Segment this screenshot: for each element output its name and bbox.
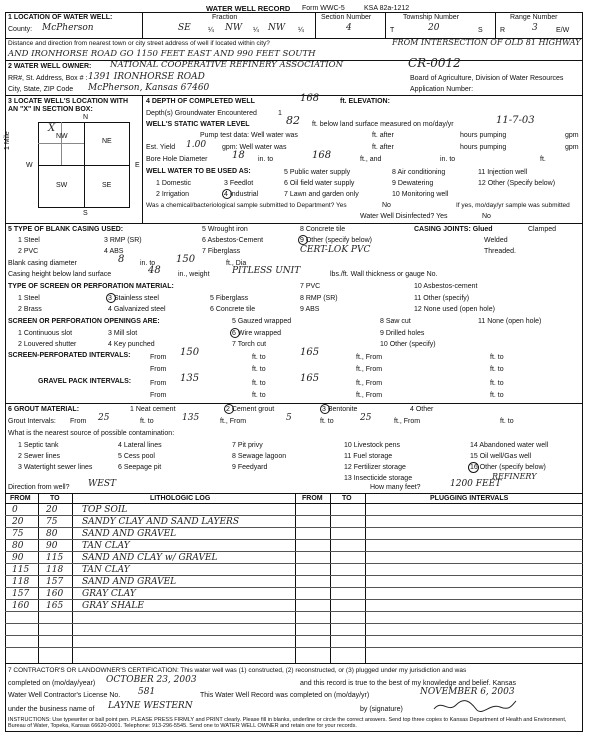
- source-6[interactable]: 6 Seepage pit: [118, 464, 162, 471]
- divider: [315, 12, 316, 38]
- elevation-label: ft. ELEVATION:: [340, 98, 390, 105]
- table-row-desc: SAND AND GRAVEL: [82, 529, 177, 539]
- nw-label: NW: [56, 133, 68, 140]
- joints-clamped[interactable]: Clamped: [528, 226, 557, 233]
- screen-12[interactable]: 12 None used (open hole): [414, 306, 495, 313]
- grout-1[interactable]: 1 Neat cement: [130, 406, 176, 413]
- mile-label: 1 Mile: [4, 131, 11, 150]
- row-line: [5, 563, 583, 564]
- depth-label: 4 DEPTH OF COMPLETED WELL: [146, 98, 255, 105]
- quarter-line: [38, 143, 84, 144]
- form-number: Form WWC-5: [302, 5, 345, 12]
- divider: [5, 223, 583, 224]
- casing-other-value[interactable]: CERT-LOK PVC: [300, 245, 371, 255]
- direction-label: Direction from well?: [8, 484, 70, 491]
- signature: [430, 697, 520, 715]
- use-6[interactable]: 6 Oil field water supply: [284, 180, 355, 187]
- blank-to: in. to: [140, 260, 156, 267]
- source-12[interactable]: 12 Fertilizer storage: [344, 464, 406, 471]
- se-label: SE: [102, 182, 112, 189]
- gpm-label: gpm: [565, 132, 579, 139]
- grout-3[interactable]: 3 Bentonite: [322, 406, 358, 413]
- owner-value[interactable]: NATIONAL COOPERATIVE REFINERY ASSOCIATION: [110, 60, 344, 70]
- form-title: WATER WELL RECORD: [206, 4, 291, 13]
- gp-to-label-3: ft. to: [252, 392, 266, 399]
- business-value[interactable]: LAYNE WESTERN: [108, 701, 193, 711]
- use-11[interactable]: 11 Injection well: [478, 169, 528, 176]
- casing-9[interactable]: 9 Other (specify below): [300, 237, 372, 244]
- source-other-value[interactable]: REFINERY: [492, 472, 537, 481]
- sp-from-label-2: From: [150, 366, 167, 373]
- west-label: W: [26, 162, 33, 169]
- source-2[interactable]: 2 Sewer lines: [18, 453, 61, 460]
- screen-3-circle: [106, 293, 116, 303]
- static-label: WELL'S STATIC WATER LEVEL: [146, 121, 250, 128]
- divider: [142, 12, 143, 38]
- divider: [5, 403, 583, 404]
- screen-label: TYPE OF SCREEN OR PERFORATION MATERIAL:: [8, 283, 174, 290]
- row-line: [5, 527, 583, 528]
- hours-label-2: hours pumping: [460, 144, 507, 151]
- gp-to-label-2: ft. to: [490, 380, 504, 387]
- casing-6[interactable]: 6 Asbestos-Cement: [202, 237, 264, 244]
- weight-label: in., weight: [178, 271, 210, 278]
- source-11[interactable]: 11 Fuel storage: [344, 453, 393, 460]
- use-1[interactable]: 1 Domestic: [156, 180, 192, 187]
- use-4[interactable]: 4 Industrial: [224, 191, 259, 198]
- table-row-from: 80: [12, 541, 24, 551]
- well-location-mark: X: [48, 123, 56, 134]
- grout-3-circle: [320, 404, 330, 414]
- screen-3[interactable]: 3 Stainless steel: [108, 295, 159, 302]
- section-3-label: 3 LOCATE WELL'S LOCATION WITH: [8, 98, 129, 105]
- board-label: Board of Agriculture, Division of Water Resources: [410, 75, 564, 82]
- table-row-desc: GRAY CLAY: [82, 589, 136, 599]
- howmany-value[interactable]: 1200 FEET: [450, 479, 502, 489]
- address-value[interactable]: 1391 IRONHORSE ROAD: [88, 72, 205, 82]
- true-text: and this record is true to the best of my knowledge and belief. Kansas: [300, 680, 516, 687]
- opening-5[interactable]: 5 Gauzed wrapped: [232, 318, 292, 325]
- joints-welded[interactable]: Welded: [484, 237, 508, 244]
- grout-intervals-label: Grout Intervals:: [8, 418, 56, 425]
- use-label: WELL WATER TO BE USED AS:: [146, 168, 251, 175]
- source-15[interactable]: 15 Oil well/Gas well: [470, 453, 532, 460]
- certification-line-1: 7 CONTRACTOR'S OR LANDOWNER'S CERTIFICATION: This water well was (1) constructed, (2) reconstructed, or (3) plugged under my jurisdiction and was: [8, 667, 467, 674]
- divider: [495, 12, 496, 38]
- height-label: Casing height below land surface: [8, 271, 112, 278]
- row-line: [5, 575, 583, 576]
- completed-label: completed on (mo/day/year): [8, 680, 96, 687]
- col-divider: [38, 493, 39, 663]
- table-row-from: 20: [12, 517, 24, 527]
- row-line: [5, 587, 583, 588]
- township-value[interactable]: 20: [428, 23, 440, 33]
- col-divider: [365, 493, 366, 663]
- divider: [5, 493, 583, 494]
- opening-9[interactable]: 9 Drilled holes: [380, 330, 425, 337]
- ne-label: NE: [102, 138, 112, 145]
- opening-8[interactable]: 8 Saw cut: [380, 318, 411, 325]
- gi2-to[interactable]: 25: [360, 413, 372, 423]
- casing-8[interactable]: 8 Concrete tile: [300, 226, 346, 233]
- gi-from-label: From: [70, 418, 87, 425]
- grout-4[interactable]: 4 Other: [410, 406, 434, 413]
- section-number-label: Section Number: [321, 14, 372, 21]
- bore-to: in. to: [258, 156, 274, 163]
- fraction-2[interactable]: NW: [225, 23, 243, 33]
- col-divider: [72, 493, 73, 663]
- log-header-plugging: PLUGGING INTERVALS: [430, 495, 509, 502]
- opening-6[interactable]: 6 Wire wrapped: [232, 330, 282, 337]
- blank-diameter-label: Blank casing diameter: [8, 260, 77, 267]
- col-divider: [330, 493, 331, 663]
- screen-9[interactable]: 9 ABS: [300, 306, 320, 313]
- casing-7[interactable]: 7 Fiberglass: [202, 248, 241, 255]
- source-16-circle: [468, 462, 479, 473]
- quarter-3: ¼: [298, 27, 304, 34]
- range-value[interactable]: 3: [532, 23, 538, 33]
- screen-6[interactable]: 6 Concrete tile: [210, 306, 256, 313]
- gp-ft-from: ft., From: [356, 380, 383, 387]
- screen-2[interactable]: 2 Brass: [18, 306, 42, 313]
- owner-id[interactable]: CR-0012: [408, 56, 461, 70]
- sp-ft-from: ft., From: [356, 354, 383, 361]
- casing-5[interactable]: 5 Wrought iron: [202, 226, 248, 233]
- sp-ft-from-2: ft., From: [356, 366, 383, 373]
- opening-11[interactable]: 11 None (open hole): [478, 318, 542, 325]
- township-label: Township Number: [403, 14, 460, 21]
- distance-line-1[interactable]: FROM INTERSECTION OF OLD 81 HIGHWAY: [392, 38, 581, 47]
- table-row-desc: SANDY CLAY AND SAND LAYERS: [82, 517, 239, 527]
- sp-to-label-2: ft. to: [490, 354, 504, 361]
- source-10[interactable]: 10 Livestock pens: [344, 442, 401, 449]
- log-header-from-2: FROM: [302, 495, 323, 502]
- bore-ft-end: ft.: [540, 156, 546, 163]
- screen-5[interactable]: 5 Fiberglass: [210, 295, 249, 302]
- table-row-to: 75: [46, 517, 58, 527]
- height-value[interactable]: 48: [148, 265, 161, 276]
- screen-8[interactable]: 8 RMP (SR): [300, 295, 338, 302]
- yield-label: Est. Yield: [146, 144, 176, 151]
- gi-to-label-2: ft. to: [320, 418, 334, 425]
- row-line: [5, 623, 583, 624]
- sp-to-label: ft. to: [252, 354, 266, 361]
- table-row-to: 157: [46, 577, 64, 587]
- gp-ft-from-2: ft., From: [356, 392, 383, 399]
- screen-10[interactable]: 10 Asbestos-cement: [414, 283, 478, 290]
- table-row-desc: TOP SOIL: [82, 505, 128, 515]
- use-9[interactable]: 9 Dewatering: [392, 180, 434, 187]
- table-row-to: 118: [46, 565, 64, 575]
- row-line: [5, 635, 583, 636]
- divider: [385, 12, 386, 38]
- source-14[interactable]: 14 Abandoned water well: [470, 442, 549, 449]
- opening-6-circle: [230, 328, 240, 338]
- range-label: Range Number: [510, 14, 558, 21]
- source-3[interactable]: 3 Watertight sewer lines: [18, 464, 93, 471]
- city-value[interactable]: McPherson, Kansas 67460: [88, 83, 210, 93]
- blank-ft-dia: ft., Dia: [226, 260, 247, 267]
- casing-9-circle: [298, 235, 308, 245]
- sp-to-label-3: ft. to: [252, 366, 266, 373]
- gp-to-label: ft. to: [252, 380, 266, 387]
- table-row-from: 115: [12, 565, 30, 575]
- sp-to[interactable]: 165: [300, 347, 320, 358]
- section-3-label-2: AN "X" IN SECTION BOX:: [8, 106, 93, 113]
- gp-from[interactable]: 135: [180, 373, 200, 384]
- source-5[interactable]: 5 Cess pool: [118, 453, 155, 460]
- section-6-label: 6 GROUT MATERIAL:: [8, 406, 80, 413]
- groundwater-label: Depth(s) Groundwater Encountered: [146, 110, 257, 117]
- divider: [5, 663, 583, 664]
- gi-to-label-3: ft. to: [500, 418, 514, 425]
- fraction-1[interactable]: SE: [178, 23, 191, 33]
- table-row-from: 118: [12, 577, 30, 587]
- yield-value[interactable]: 1.00: [186, 140, 207, 150]
- table-row-to: 115: [46, 553, 64, 563]
- quarter-2: ¼: [253, 27, 259, 34]
- gi1-to[interactable]: 135: [182, 413, 200, 423]
- source-8[interactable]: 8 Sewage lagoon: [232, 453, 287, 460]
- section-box-hline: [38, 165, 130, 166]
- after-label-2: ft. after: [372, 144, 394, 151]
- table-row-desc: SAND AND CLAY w/ GRAVEL: [82, 553, 218, 563]
- table-row-from: 90: [12, 553, 24, 563]
- source-4[interactable]: 4 Lateral lines: [118, 442, 162, 449]
- gp-to-label-4: ft. to: [490, 392, 504, 399]
- section-2-label: 2 WATER WELL OWNER:: [8, 63, 92, 70]
- depth-value[interactable]: 168: [300, 93, 320, 104]
- table-row-to: 165: [46, 601, 64, 611]
- city-label: City, State, ZIP Code: [8, 86, 74, 93]
- divider: [5, 503, 583, 504]
- record-date[interactable]: NOVEMBER 6, 2003: [420, 687, 515, 697]
- use-5[interactable]: 5 Public water supply: [284, 169, 351, 176]
- source-16[interactable]: 16 Other (specify below): [470, 464, 546, 471]
- table-row-to: 160: [46, 589, 64, 599]
- yield-unit: gpm: Well water was: [222, 144, 287, 151]
- howmany-label: How many feet?: [370, 484, 421, 491]
- sp-to-label-4: ft. to: [490, 366, 504, 373]
- pump-label: Pump test data: Well water was: [200, 132, 298, 139]
- bore-depth[interactable]: 168: [312, 150, 332, 161]
- source-1[interactable]: 1 Septic tank: [18, 442, 59, 449]
- gp-to[interactable]: 165: [300, 373, 320, 384]
- col-divider: [295, 493, 296, 663]
- table-row-to: 90: [46, 541, 58, 551]
- opening-10[interactable]: 10 Other (specify): [380, 341, 436, 348]
- table-row-from: 157: [12, 589, 30, 599]
- table-row-from: 0: [12, 505, 18, 515]
- direction-value[interactable]: WEST: [88, 479, 116, 489]
- row-line: [5, 647, 583, 648]
- use-12[interactable]: 12 Other (Specify below): [478, 180, 556, 187]
- gp-from-label-2: From: [150, 392, 167, 399]
- opening-3[interactable]: 3 Mill slot: [108, 330, 138, 337]
- sp-from[interactable]: 150: [180, 347, 200, 358]
- source-7[interactable]: 7 Pit privy: [232, 442, 263, 449]
- static-date[interactable]: 11-7-03: [496, 115, 535, 126]
- after-label: ft. after: [372, 132, 394, 139]
- casing-4[interactable]: 4 ABS: [104, 248, 124, 255]
- log-header-lithologic: LITHOLOGIC LOG: [150, 495, 211, 502]
- row-line: [5, 599, 583, 600]
- screen-4[interactable]: 4 Galvanized steel: [108, 306, 166, 313]
- weight-value[interactable]: PITLESS UNIT: [232, 266, 301, 276]
- use-7[interactable]: 7 Lawn and garden only: [284, 191, 359, 198]
- license-label: Water Well Contractor's License No.: [8, 692, 121, 699]
- hours-label: hours pumping: [460, 132, 507, 139]
- table-row-desc: GRAY SHALE: [82, 601, 144, 611]
- row-line: [5, 539, 583, 540]
- fraction-label: Fraction: [212, 14, 238, 21]
- opening-7[interactable]: 7 Torch cut: [232, 341, 267, 348]
- gi-to-label: ft. to: [140, 418, 154, 425]
- ksa-number: KSA 82a-1212: [364, 5, 410, 12]
- divider: [142, 95, 143, 223]
- source-13[interactable]: 13 Insecticide storage: [344, 475, 413, 482]
- gi-ft-from-2: ft., From: [394, 418, 421, 425]
- table-row-desc: TAN CLAY: [82, 541, 130, 551]
- use-8[interactable]: 8 Air conditioning: [392, 169, 446, 176]
- range-ew: E/W: [556, 27, 570, 34]
- disinfected-label: Water Well Disinfected? Yes: [360, 213, 448, 220]
- east-label: E: [135, 162, 140, 169]
- sample-label: Was a chemical/bacteriological sample submitted to Department? Yes: [146, 202, 347, 209]
- gi-ft-from: ft., From: [220, 418, 247, 425]
- joints-label: CASING JOINTS: Glued: [414, 226, 493, 233]
- screen-11[interactable]: 11 Other (specify): [414, 295, 470, 302]
- use-10[interactable]: 10 Monitoring well: [392, 191, 449, 198]
- application-label: Application Number:: [410, 86, 474, 93]
- table-row-to: 80: [46, 529, 58, 539]
- table-row-from: 75: [12, 529, 24, 539]
- gpm-label-2: gpm: [565, 144, 579, 151]
- north-label: N: [83, 114, 89, 121]
- license-value[interactable]: 581: [138, 687, 156, 697]
- quarter-1: ¼: [208, 27, 214, 34]
- grout-2[interactable]: 2 Cement grout: [226, 406, 275, 413]
- use-2[interactable]: 2 Irrigation: [156, 191, 190, 198]
- screen-intervals-label: SCREEN-PERFORATED INTERVALS:: [8, 352, 131, 359]
- section-5-label: 5 TYPE OF BLANK CASING USED:: [8, 226, 124, 233]
- business-label: under the business name of: [8, 706, 95, 713]
- bore-ft: ft., and: [360, 156, 382, 163]
- screen-1[interactable]: 1 Steel: [18, 295, 40, 302]
- table-row-to: 20: [46, 505, 58, 515]
- fraction-3[interactable]: NW: [268, 23, 286, 33]
- groundwater-1: 1: [278, 110, 282, 117]
- row-line: [5, 551, 583, 552]
- log-header-to-2: TO: [342, 495, 352, 502]
- sw-label: SW: [56, 182, 68, 189]
- address-label: RR#, St. Address, Box # :: [8, 75, 88, 82]
- bore-label: Bore Hole Diameter: [146, 156, 208, 163]
- source-9[interactable]: 9 Feedyard: [232, 464, 268, 471]
- blank-depth[interactable]: 150: [176, 254, 196, 265]
- gi1-from[interactable]: 25: [98, 413, 110, 423]
- row-line: [5, 611, 583, 612]
- township-s: S: [478, 27, 483, 34]
- log-header-from: FROM: [10, 495, 31, 502]
- gravel-pack-label: GRAVEL PACK INTERVALS:: [38, 378, 132, 385]
- section-1-label: 1 LOCATION OF WATER WELL:: [8, 14, 113, 21]
- row-line: [5, 515, 583, 516]
- source-label: What is the nearest source of possible contamination:: [8, 430, 175, 437]
- sample-date-label: If yes, mo/day/yr sample was submitted: [456, 202, 570, 209]
- casing-1[interactable]: 1 Steel: [18, 237, 40, 244]
- grout-2-circle: [224, 404, 234, 414]
- lbs-label: lbs./ft. Wall thickness or gauge No.: [330, 271, 438, 278]
- table-row-from: 160: [12, 601, 30, 611]
- south-label: S: [83, 210, 88, 217]
- openings-label: SCREEN OR PERFORATION OPENINGS ARE:: [8, 318, 160, 325]
- distance-line-2[interactable]: AND IRONHORSE ROAD GO 1150 FEET EAST AND 990 FEET SOUTH: [8, 49, 316, 59]
- use-3[interactable]: 3 Feedlot: [224, 180, 254, 187]
- disinfected-no[interactable]: No: [482, 213, 491, 220]
- screen-7[interactable]: 7 PVC: [300, 283, 321, 290]
- table-row-desc: SAND AND GRAVEL: [82, 577, 177, 587]
- casing-2[interactable]: 2 PVC: [18, 248, 39, 255]
- sp-from-label: From: [150, 354, 167, 361]
- table-row-desc: TAN CLAY: [82, 565, 130, 575]
- sample-no[interactable]: No: [382, 202, 391, 209]
- divider: [5, 95, 583, 96]
- signature-label: by (signature): [360, 706, 403, 713]
- distance-label: Distance and direction from nearest town or city street address of well if located within city?: [8, 40, 270, 47]
- bore-value[interactable]: 18: [232, 150, 245, 161]
- record-text: This Water Well Record was completed on (mo/day/yr): [200, 692, 370, 699]
- completed-value[interactable]: OCTOBER 23, 2003: [106, 675, 197, 685]
- casing-3[interactable]: 3 RMP (SR): [104, 237, 142, 244]
- section-number[interactable]: 4: [346, 23, 352, 33]
- joints-threaded[interactable]: Threaded.: [484, 248, 516, 255]
- blank-diameter[interactable]: 8: [118, 254, 125, 265]
- opening-4[interactable]: 4 Key punched: [108, 341, 155, 348]
- range-r: R: [500, 27, 506, 34]
- log-header-to: TO: [50, 495, 60, 502]
- opening-1[interactable]: 1 Continuous slot: [18, 330, 73, 337]
- bore-in-to: in. to: [440, 156, 456, 163]
- static-rest: ft. below land surface measured on mo/day/yr: [312, 121, 454, 128]
- instructions: INSTRUCTIONS: Use typewriter or ball point pen. PLEASE PRESS FIRMLY and PRINT clearly. Please fill in blanks, underline or circle the correct answers. Send top three copies to Kansas Department of Health and Environment, Bureau of Water, Topeka, Kansas 66620-0001. Telephone: 913-296-5545. Send one to WATER WELL OWNER and retain one for your records.: [8, 717, 567, 729]
- opening-2[interactable]: 2 Louvered shutter: [18, 341, 77, 348]
- gp-from-label: From: [150, 380, 167, 387]
- township-t: T: [390, 27, 395, 34]
- use-4-circle: [222, 189, 232, 199]
- gi2-from[interactable]: 5: [286, 413, 292, 423]
- static-value[interactable]: 82: [286, 114, 300, 127]
- county-value[interactable]: McPherson: [42, 23, 94, 33]
- county-label: County:: [8, 26, 33, 33]
